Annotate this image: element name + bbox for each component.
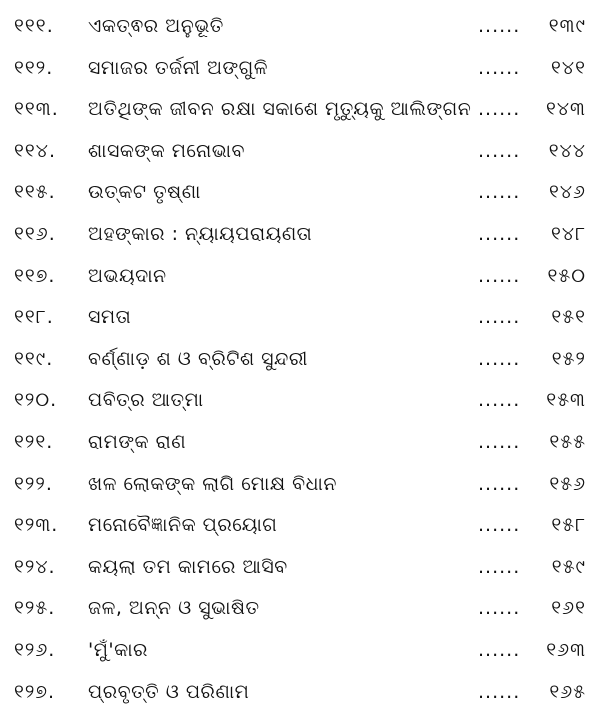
entry-title: ଅହଙ୍କାର : ନ୍ୟାୟପରାୟଣତା [88, 222, 313, 245]
toc-entry [0, 214, 600, 256]
entry-number: ୧୨୫. [14, 597, 56, 620]
entry-number: ୧୧୪. [14, 139, 57, 162]
entry-title: କୟଲା ତମ କାମରେ ଆସିବ [88, 555, 288, 578]
toc-entry [0, 464, 600, 506]
entry-number: ୧୧୮. [14, 306, 54, 329]
page-number: ୧୫୮ [551, 514, 586, 537]
toc-entry [0, 339, 600, 381]
page-number: ୧୬୫ [549, 680, 586, 703]
leader-dots: ...... [478, 264, 521, 287]
entry-title: 'ମୁଁ'କାର [88, 638, 148, 661]
entry-number: ୧୨୧. [14, 430, 54, 453]
entry-title: ଜଳ, ଅନ୍ନ ଓ ସୁଭାଷିତ [88, 597, 260, 620]
entry-title: ଏକତ୍ଵର ଅନୁଭୂତି [88, 15, 224, 37]
entry-number: ୧୧୯. [14, 347, 54, 370]
toc-entry [0, 422, 600, 464]
entry-number: ୧୧୨. [14, 56, 54, 79]
leader-dots: ...... [478, 15, 521, 37]
entry-title: ଖଳ ଲୋକଙ୍କ ଲାଗି ମୋକ୍ଷ ବିଧାନ [88, 472, 337, 495]
entry-title: ମନୋବୈଜ୍ଞାନିକ ପ୍ରୟୋଗ [88, 514, 278, 537]
entry-number: ୧୨୬. [14, 638, 56, 661]
toc-entry [0, 48, 600, 90]
page-number: ୧୫୯ [551, 555, 586, 578]
leader-dots: ...... [478, 98, 521, 121]
toc-entry [0, 380, 600, 422]
page-number: ୧୪୩ [545, 98, 586, 121]
toc-entry [0, 630, 600, 672]
leader-dots: ...... [478, 347, 521, 370]
leader-dots: ...... [478, 680, 521, 703]
entry-title: ଶାସକଙ୍କ ମନୋଭାବ [88, 139, 245, 162]
entry-title: ଅତିଥିଙ୍କ ଜୀବନ ରକ୍ଷା ସକାଶେ ମୃତ୍ୟୁକୁ ଆଲିଙ୍ଗନ [88, 98, 472, 121]
leader-dots: ...... [478, 181, 521, 204]
page-number: ୧୬୧ [551, 597, 586, 620]
page-number: ୧୫୫ [549, 430, 586, 453]
entry-number: ୧୧୩. [14, 98, 59, 121]
page-number: ୧୫୦ [547, 264, 586, 287]
entry-title: ବର୍ଣ୍ଣାଡ଼ ଶ ଓ ବ୍ରିଟିଶ ସୁନ୍ଦରୀ [88, 347, 308, 370]
toc-entry [0, 588, 600, 630]
entry-title: ପବିତ୍ର ଆତ୍ମା [88, 389, 204, 412]
entry-number: ୧୨୭. [14, 680, 56, 703]
leader-dots: ...... [478, 638, 521, 661]
leader-dots: ...... [478, 472, 521, 495]
entry-title: ସମତା [88, 306, 132, 329]
entry-number: ୧୧୧. [14, 15, 54, 37]
leader-dots: ...... [478, 222, 521, 245]
page-number: ୧୫୨ [551, 347, 586, 370]
table-of-contents [0, 6, 600, 713]
leader-dots: ...... [478, 430, 521, 453]
toc-entry [0, 297, 600, 339]
leader-dots: ...... [478, 555, 521, 578]
page-number: ୧୫୧ [551, 306, 586, 329]
toc-entry [0, 256, 600, 298]
toc-entry [0, 505, 600, 547]
toc-entry [0, 672, 600, 714]
toc-entry [0, 547, 600, 589]
leader-dots: ...... [478, 597, 521, 620]
page-number: ୧୬୩ [546, 638, 586, 661]
page-number: ୧୪୪ [548, 139, 586, 162]
leader-dots: ...... [478, 389, 521, 412]
toc-entry [0, 6, 600, 48]
leader-dots: ...... [478, 56, 521, 79]
entry-title: ଉତ୍କଟ ତୃଷ୍ଣା [88, 181, 201, 204]
toc-entry [0, 172, 600, 214]
page-number: ୧୩୯ [548, 15, 586, 37]
entry-title: ପ୍ରବୃତ୍ତି ଓ ପରିଣାମ [88, 680, 250, 703]
leader-dots: ...... [478, 139, 521, 162]
entry-title: ରାମଙ୍କ ରାଣ [88, 430, 187, 453]
entry-number: ୧୨୦. [14, 389, 58, 412]
entry-number: ୧୨୩. [14, 514, 59, 537]
toc-entry [0, 131, 600, 173]
page-number: ୧୪୮ [551, 222, 586, 245]
page-number: ୧୪୬ [548, 181, 586, 204]
leader-dots: ...... [478, 306, 521, 329]
entry-number: ୧୧୬. [14, 222, 56, 245]
entry-number: ୧୧୫. [14, 181, 56, 204]
entry-title: ସମାଜର ତର୍ଜନୀ ଅଙ୍ଗୁଳି [88, 56, 268, 79]
page-number: ୧୫୩ [546, 389, 586, 412]
entry-number: ୧୨୪. [14, 555, 56, 578]
page-number: ୧୪୧ [551, 56, 586, 79]
entry-number: ୧୨୨. [14, 472, 53, 495]
entry-title: ଅଭୟଦାନ [88, 264, 167, 287]
toc-entry [0, 89, 600, 131]
entry-number: ୧୧୭. [14, 264, 56, 287]
leader-dots: ...... [478, 514, 521, 537]
page-number: ୧୫୬ [549, 472, 586, 495]
